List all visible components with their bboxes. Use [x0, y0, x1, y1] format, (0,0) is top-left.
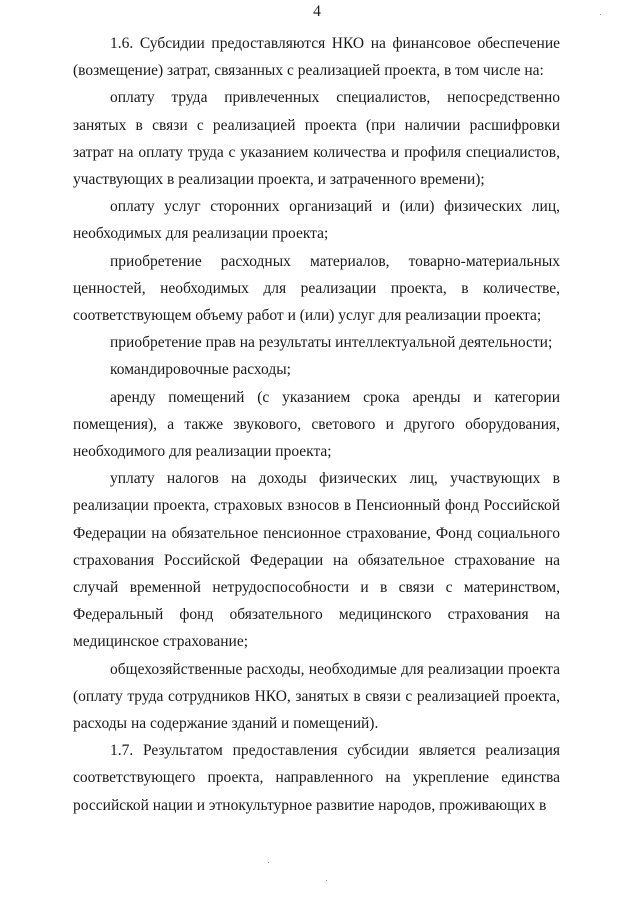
list-item-materials: приобретение расходных материалов, товарно-материальных ценностей, необходимых для реализации проекта, в количестве, соответствующем объему работ и (или) услуг для реализации проекта;	[73, 252, 560, 325]
paragraph-1-7: 1.7. Результатом предоставления субсидии является реализация соответствующего проекта, направленного на укрепление единства российской нации и этнокультурное развитие народов, проживающих в	[73, 742, 560, 814]
scan-speck	[268, 862, 269, 863]
list-item-rent: аренду помещений (с указанием срока аренды и категории помещения), а также звукового, светового и другого оборудования, необходимого для реализации проекта;	[73, 388, 560, 461]
paragraph-1-6: 1.6. Субсидии предоставляются НКО на финансовое обеспечение (возмещение) затрат, связанных с реализацией проекта, в том числе на:	[73, 35, 560, 80]
page-number: 4	[313, 3, 321, 20]
list-item-general-expenses: общехозяйственные расходы, необходимые для реализации проекта (оплату труда сотрудников НКО, занятых в связи с реализацией проекта, расходы на содержание зданий и помещений).	[73, 660, 560, 733]
scan-speck	[326, 880, 327, 881]
document-body	[73, 30, 560, 819]
list-item-travel: командировочные расходы;	[110, 361, 291, 379]
scan-speck	[600, 14, 601, 15]
list-item-taxes: уплату налогов на доходы физических лиц, участвующих в реализации проекта, страховых взносов в Пенсионный фонд Российской Федерации на обязательное пенсионное страхование, Фонд социального страхования Российской Федерации на обязательное страхование на случай временной нетрудоспособности и в связи с материнством, Федеральный фонд обязательного медицинского страхования на медицинское страхование;	[73, 470, 560, 651]
list-item-specialists-pay: оплату труда привлеченных специалистов, непосредственно занятых в связи с реализацией проекта (при наличии расшифровки затрат на оплату труда с указанием количества и профиля специалистов, участвующих в реализации проекта, и затраченного времени);	[73, 89, 560, 189]
list-item-third-party-services: оплату услуг сторонних организаций и (или) физических лиц, необходимых для реализации проекта;	[73, 198, 560, 243]
list-item-ip-rights: приобретение прав на результаты интеллектуальной деятельности;	[110, 334, 553, 352]
